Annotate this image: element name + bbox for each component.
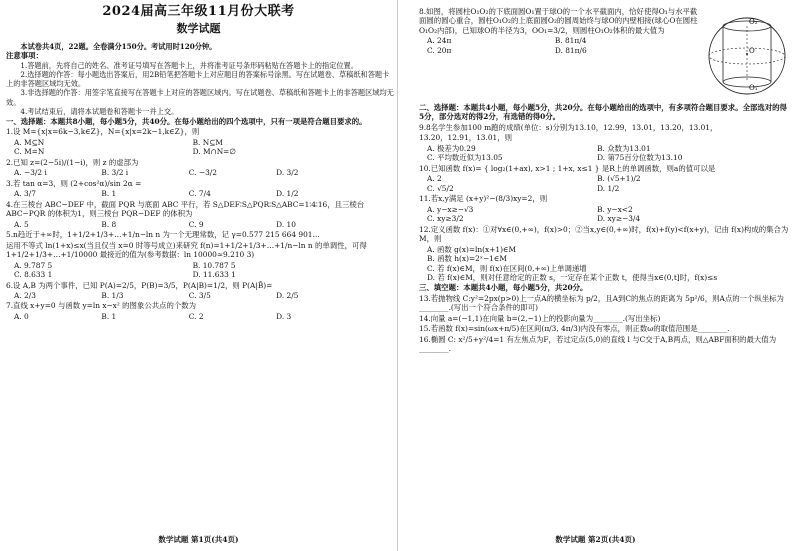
right-page xyxy=(397,0,794,551)
option: B. 1 xyxy=(101,311,117,321)
option: B. 81π/4 xyxy=(554,36,587,46)
option: C. 若 f(x)∈M，则 f(x)在区间(0,+∞)上单调递增 xyxy=(427,263,587,273)
option: A. 2 xyxy=(427,174,442,184)
option: D. 若 f(x)∈M，则对任意给定的正数 s，一定存在某个正数 t，使得当x∈(0,t]时，f(x)≤s xyxy=(427,272,718,282)
option: C. 20π xyxy=(427,45,452,55)
right-footer: 数学试题 第2页(共4页) xyxy=(555,535,636,545)
question-16: 16.椭圆 C: x²/5+y²/4=1 有左焦点为F，若过定点(5,0)的直线 l 与C交于A,B两点，则△ABF面积的最大值为________. xyxy=(419,334,777,354)
option: C. 平均数近似为13.05 xyxy=(427,153,503,163)
question-6: 6.设 A,B 为两个事件，已知 P(A)=2/5，P(B)=3/5，P(A|B)=1/2，则 P(A|B̄)= xyxy=(6,280,273,290)
note-4: 4.考试结束后，请将本试题卷和答题卡一并上交。 xyxy=(20,106,179,116)
option: C. 7/4 xyxy=(188,189,211,199)
label-o: O xyxy=(749,47,755,55)
left-column xyxy=(6,42,394,321)
option: D. 3/2 xyxy=(276,168,299,178)
option: B. (√5+1)/2 xyxy=(597,174,641,184)
option: D. 81π/6 xyxy=(554,45,587,55)
section-1-heading: 一、选择题：本题共8小题，每小题5分，共40分。在每小题给出的四个选项中，只有一项是符合题目要求的。 xyxy=(6,117,367,126)
question-5-line-2: 运用不等式 ln(1+x)≤x(当且仅当 x=0 时等号成立)来研究 f(n)=1+1/2+1/3+…+1/n−ln n 的单调性，可得 1+1/2+1/3+…+1/10000 最接近的值为(参考数据：ln 10000≈9.210 3) xyxy=(6,240,367,260)
question-10: 10.已知函数 f(x)= { log₂(1+ax), x>1 ; 1+x, x≤1 } 是R上的单调函数，则a的值可以是 xyxy=(419,163,716,173)
option: D. 10 xyxy=(276,219,296,229)
option: B. 10.787 5 xyxy=(192,260,236,270)
option: A. 极差为0.29 xyxy=(427,143,476,153)
option: D. 1/2 xyxy=(276,189,299,199)
option: A. 0 xyxy=(14,311,29,321)
question-1: 1.设 M={x|x=6k−3,k∈Z}，N={x|x=2k−1,k∈Z}，则 xyxy=(6,127,200,137)
option: D. M∩N=∅ xyxy=(192,147,236,157)
option: B. 众数为13.01 xyxy=(597,143,651,153)
option: C. 3/5 xyxy=(188,290,211,300)
option: D. xy≥−3/4 xyxy=(597,214,641,224)
question-3-options xyxy=(6,189,394,198)
question-11-options xyxy=(419,205,789,224)
option: A. 5 xyxy=(14,219,29,229)
option: B. 3/2 i xyxy=(101,168,129,178)
option: B. 1/3 xyxy=(101,290,124,300)
option: C. √5/2 xyxy=(427,183,454,193)
question-2: 2.已知 z=(2−5i)/(1−i)，则 z 的虚部为 xyxy=(6,157,139,167)
question-4-options xyxy=(6,220,394,229)
note-3: 3.非选择题的作答：用签字笔直接写在答题卡上对应的答题区域内。写在试题卷、草稿纸和答题卡上的非答题区域均无效。 xyxy=(6,88,394,107)
option: D. 2/5 xyxy=(276,290,299,300)
question-13: 13.若抛物线 C:y²=2px(p>0)上一点A的横坐标为 p/2，且A到C的焦点的距离为 5p²/6，则A点的一个纵坐标为________.(写出一个符合条件的即可) xyxy=(419,293,784,313)
right-column xyxy=(419,6,789,355)
option: C. xy≥3/2 xyxy=(427,214,464,224)
option: C. −3/2 xyxy=(188,168,217,178)
option: A. 函数 g(x)=ln(x+1)∈M xyxy=(427,244,517,254)
intro: 本试卷共4页，22题。全卷满分150分。考试用时120分钟。 xyxy=(20,42,217,51)
option: D. 11.633 1 xyxy=(192,270,236,280)
question-5-options xyxy=(6,261,394,280)
question-11: 11.若x,y满足 (x+y)²−(8/3)xy=2，则 xyxy=(419,194,548,204)
exam-title: 2024届高三年级11月份大联考 xyxy=(102,4,295,19)
notes-title: 注意事项： xyxy=(6,51,43,61)
question-8-block xyxy=(419,6,789,102)
question-5-line-1: 5.n趋近于+∞时，1+1/2+1/3+…+1/n−ln n 为一个无理常数，记 γ=0.577 215 664 901… xyxy=(6,230,320,240)
option: A. −3/2 i xyxy=(14,168,47,178)
question-15: 15.若函数 f(x)=sin(ωx+π/5)在区间(π/3, 4π/3)内没有零点，则正数ω的取值范围是________. xyxy=(419,324,730,334)
note-1: 1.答题前，先将自己的姓名、准考证号填写在答题卡上，并将准考证号条形码粘贴在答题卡上的指定位置。 xyxy=(20,60,358,70)
option: A. 3/7 xyxy=(14,189,36,199)
sphere-cylinder-figure xyxy=(705,6,789,102)
question-1-options xyxy=(6,138,394,157)
question-8: 8.如图，将圆柱O₁O₂的下底面圆O₁置于球O的一个水平截面内，恰好使得O₁与水平截面圆的圆心重合，圆柱O₁O₂的上底面圆O₂的圆周始终与球O的内壁相接(球心O在圆柱O₁O₂内部)，已知球O的半径为3，OO₁=3/2，则圆柱O₁O₂体积的最大值为 xyxy=(419,7,698,35)
section-3-heading: 三、填空题：本题共4小题，每小题5分，共20分。 xyxy=(419,283,588,293)
option: B. y−x<2 xyxy=(597,204,633,214)
question-4: 4.在三棱台 ABC−DEF 中，截面 PQR 与底面 ABC 平行，若 S△DEF∶S△PQR∶S△ABC=1∶4∶16，且三棱台 ABC−PQR 的体积为1，则三棱台 PQR−DEF 的体积为 xyxy=(6,199,365,219)
label-o1: O₁ xyxy=(749,84,758,92)
question-9-options xyxy=(419,144,789,163)
option: B. 1 xyxy=(101,189,117,199)
option: B. 8 xyxy=(101,219,117,229)
option: C. M=N xyxy=(14,147,45,157)
option: D. 3 xyxy=(276,311,292,321)
question-6-options xyxy=(6,291,394,300)
question-2-options xyxy=(6,168,394,177)
question-9-line-2: 13.20，12.91，13.01，则 xyxy=(419,133,513,143)
section-2-heading: 二、选择题：本题共4小题，每小题5分，共20分。在每小题给出的选项中，有多项符合题目要求。全部选对的得5分，部分选对的得2分，有选错的得0分。 xyxy=(419,103,787,122)
option: B. 函数 h(x)=2ˣ−1∈M xyxy=(427,254,507,264)
exam-subtitle: 数学试题 xyxy=(176,22,221,35)
question-14: 14.向量 a=(−1,1)在向量 b=(2,−1)上的投影向量为________.(写出坐标) xyxy=(419,313,661,323)
question-3: 3.若 tan α=3，则 (2+cos²α)/sin 2α = xyxy=(6,178,142,188)
left-footer: 数学试题 第1页(共4页) xyxy=(158,535,239,545)
figure-svg xyxy=(705,6,789,102)
option: A. 24π xyxy=(427,36,452,46)
note-2: 2.选择题的作答：每小题选出答案后，用2B铅笔把答题卡上对应题目的答案标号涂黑。写在试题卷、草稿纸和答题卡上的非答题区域均无效。 xyxy=(6,69,390,89)
question-7: 7.直线 x+y=0 与函数 y=ln x−x² 的图象公共点的个数为 xyxy=(6,301,197,311)
label-o2: O₂ xyxy=(749,18,758,26)
question-10-options xyxy=(419,174,789,193)
option: A. 9.787 5 xyxy=(14,260,53,270)
option: B. N⊆M xyxy=(192,137,223,147)
question-12: 12.定义函数 f(x)：①对∀x∈(0,+∞)，f(x)>0；②当x,y∈(0,+∞)时，f(x)+f(y)<f(x+y)，记由 f(x)构成的集合为M，则 xyxy=(419,224,789,244)
option: C. 8.633 1 xyxy=(14,270,53,280)
question-8-options xyxy=(419,36,699,55)
center-point xyxy=(746,53,748,55)
option: A. M⊆N xyxy=(14,137,45,147)
option: A. y−x≥−√3 xyxy=(427,204,474,214)
option: C. 9 xyxy=(188,219,204,229)
option: D. 第75百分位数为13.10 xyxy=(597,153,683,163)
option: D. 1/2 xyxy=(597,183,620,193)
question-7-options xyxy=(6,312,394,321)
question-12-options xyxy=(419,245,789,283)
option: A. 2/3 xyxy=(14,290,36,300)
question-9-line-1: 9.8名学生参加100 m跑的成绩(单位：s)分别为13.10，12.99，13.01，13.20，13.01， xyxy=(419,122,718,132)
option: C. 2 xyxy=(188,311,204,321)
